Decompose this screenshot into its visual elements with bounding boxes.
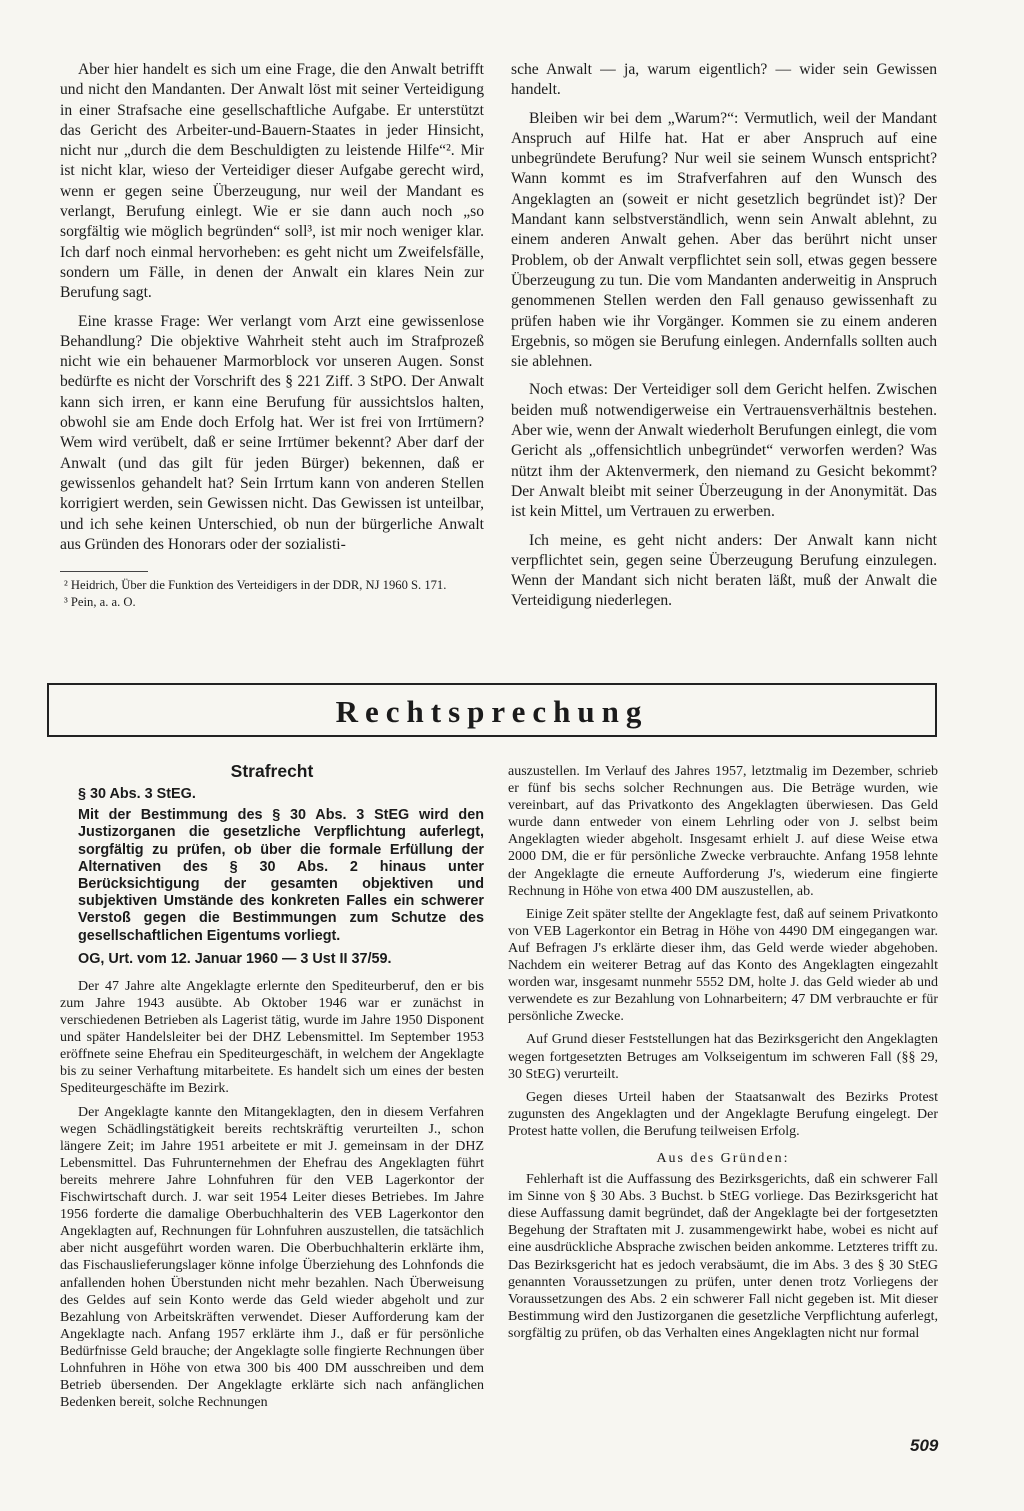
section-banner <box>47 683 937 737</box>
body-paragraph: sche Anwalt — ja, warum eigentlich? — wider sein Gewissen handelt. <box>511 61 937 99</box>
body-paragraph: Aber hier handelt es sich um eine Frage, die den Anwalt betrifft und nicht den Mandanten. Der Anwalt löst mit seiner Verteidigung in einer Strafsache eine gesellschaftliche Aufgabe. Er unterstützt das Gericht des Arbeiter-und-Bauern-Staates in jeder Hinsicht, nicht nur „durch die dem Beschuldigten zu leistende Hilfe“². Mir ist nicht klar, wieso der Verteidiger dieser Aufgabe gerecht wird, wenn er gegen seine Überzeugung, nur weil der Mandant es verlangt, Berufung einlegt. Wie er sie dann auch noch „so sorgfältig wie möglich begründen“ soll³, ist mir noch weniger klar. Ich darf noch einmal hervorheben: es geht nicht um Zweifelsfälle, sondern um Fälle, in denen der Anwalt ein klares Nein zur Berufung sagt. <box>60 61 484 302</box>
case-left-column <box>60 763 484 1417</box>
case-paragraph: Der Angeklagte kannte den Mitangeklagten, den in diesem Verfahren wegen Schädlingstätigkeit bereits rechtskräftig verurteilten J., schon längere Zeit; im Jahre 1951 arbeitete er mit J. gemeinsam in der DHZ Lebensmittel. Das Fuhrunternehmen der Ehefrau des Angeklagten führt bereits mehrere Jahre Lohnfuhren für den VEB Lagerkontor der Fischwirtschaft durch. J. war seit 1954 Leiter dieses Betriebes. Im Jahre 1956 forderte die damalige Oberbuchhalterin des VEB Lagerkontor den Angeklagten auf, Rechnungen für Lohnfuhren auszustellen, die tatsächlich aber nicht ausgeführt worden waren. Die Oberbuchhalterin erklärte ihm, das Fischauslieferungslager könne infolge Überziehung des Lohnfonds die anfallenden hohen Überstunden nicht mehr bezahlen. Nach Überweisung des Geldes auf sein Konto werde das Geld wieder abgeholt und zur Bezahlung von Arbeitskräften verwendet. Dieser Aufforderung kam der Angeklagte nach. Anfang 1957 erklärte ihm J., daß er für persönliche Bedürfnisse Geld brauche; der Angeklagte solle fingierte Rechnungen über Lohnfuhren in Höhe von etwa 300 bis 400 DM ausschreiben und dem Betrieb übersenden. Der Angeklagte erklärte sich nach anfänglichen Bedenken bereit, solche Rechnungen <box>60 1104 484 1411</box>
reasons-heading: Aus des Gründen: <box>656 1150 790 1166</box>
case-paragraph: Auf Grund dieser Feststellungen hat das Bezirksgericht den Angeklagten wegen fortgesetzten Betruges am Volkseigentum im schweren Fall (§§ 29, 30 StEG) verurteilt. <box>508 1032 938 1082</box>
body-paragraph: Bleiben wir bei dem „Warum?“: Vermutlich, weil der Mandant Anspruch auf Hilfe hat. Hat er aber Anspruch auf eine unbegründete Berufung? Nur weil sie seinem Wunsch entspricht? Wann kommt es im Strafverfahren auf den Wunsch des Angeklagten an (soweit er nicht gesetzlich begründet ist)? Der Mandant kann selbstverständlich, wenn sein Anwalt ablehnt, zu einem anderen Anwalt gehen. Aber das berührt nicht unser Problem, ob der Anwalt verpflichtet sein soll, etwas gegen bessere Überzeugung zu tun. Die vom Mandanten anderweitig in Anspruch genommenen Stellen werden den Fall genauso gewissenhaft zu prüfen haben wie ihr Vorgänger. Kommen sie zu einem anderen Ergebnis, so mögen sie Berufung einlegen. Andernfalls sollten auch sie ablehnen. <box>511 109 937 371</box>
page-number: 509 <box>910 1436 939 1455</box>
case-paragraph: Fehlerhaft ist die Auffassung des Bezirksgerichts, daß ein schwerer Fall im Sinne von § 30 Abs. 3 Buchst. b StEG vorliege. Das Bezirksgericht hat diese Auffassung damit begründet, daß der Angeklagte bei der fortgesetzten Begehung der Straftaten mit J. zusammengewirkt habe, wobei es nicht auf eine ausdrückliche Absprache zwischen beiden ankomme. Letzteres trifft zu. Das Bezirksgericht hat es jedoch verabsäumt, die im Abs. 3 des § 30 StEG genannten Voraussetzungen zu prüfen, unter denen trotz Vorliegens der Voraussetzungen des Abs. 2 ein schwerer Fall nicht gegeben ist. Mit dieser Bestimmung wird den Justizorganen die gesetzliche Verpflichtung auferlegt, sorgfältig zu prüfen, ob das Verhalten eines Angeklagten nicht nur formal <box>508 1172 938 1341</box>
body-paragraph: Noch etwas: Der Verteidiger soll dem Gericht helfen. Zwischen beiden muß notwendigerweise ein Vertrauensverhältnis bestehen. Aber wie, wenn der Anwalt wiederholt Berufungen einlegt, die vom Gericht als „offensichtlich unbegründet“ verworfen werden? Was nützt ihm der Aktenvermerk, den niemand zu Gesicht bekommt? Der Anwalt bleibt mit seiner Überzeugung in der Anonymität. Das ist kein Mittel, um Vertrauen zu erwerben. <box>511 381 937 521</box>
top-right-column <box>511 60 937 620</box>
body-paragraph: Eine krasse Frage: Wer verlangt vom Arzt eine gewissenlose Behandlung? Die objektive Wahrheit steht auch im Strafprozeß nicht wie ein behauener Marmorblock vor unseren Augen. Sonst bedürfte es nicht der Vorschrift des § 221 Ziff. 3 StPO. Der Anwalt kann sich irren, er kann eine Berufung für aussichtslos halten, obwohl sie am Ende doch Erfolg hat. Wer ist frei von Irrtümern? Wem wird verübelt, daß er seine Irrtümer bekennt? Aber darf der Anwalt (und das gilt für jeden Bürger) bekennen, daß er gewissenlos gehandelt hat? Sein Irrtum kann von anderen Stellen korrigiert werden, sein Gewissen nicht. Das Gewissen ist unteilbar, und ich sehe keinen Unterschied, ob nun der bürgerliche Anwalt aus Gründen des Honorars oder der sozialisti- <box>60 312 484 553</box>
case-right-column <box>508 763 938 1348</box>
footnote: ² Heidrich, Über die Funktion des Verteidigers in der DDR, NJ 1960 S. 171. <box>64 578 447 593</box>
footnotes <box>60 571 484 610</box>
case-paragraph: auszustellen. Im Verlauf des Jahres 1957, letztmalig im Dezember, schrieb er fünf bis sechs solcher Rechnungen aus. Die Beträge wurden, wie vereinbart, auf das Privatkonto des Angeklagten überwiesen. Das Geld wurde dann entweder von einem Lehrling oder von J. selbst beim Angeklagten wieder abgeholt. Insgesamt erhielt J. auf diese Weise etwa 2000 DM, die er für persönliche Zwecke verbrauchte. Anfang 1958 lehnte der Angeklagte die erneute Aufforderung J's, wiederum eine fingierte Rechnung in Höhe von etwa 400 DM auszustellen, ab. <box>508 764 938 899</box>
section-title: Rechtsprechung <box>335 694 649 729</box>
rubric-heading: Strafrecht <box>230 761 314 781</box>
body-paragraph: Ich meine, es geht nicht anders: Der Anwalt kann nicht verpflichtet sein, gegen seine Überzeugung Berufung einzulegen. Wenn der Mandant sich nicht beraten läßt, muß der Anwalt die Verteidigung niederlegen. <box>511 531 937 610</box>
paragraph-reference: § 30 Abs. 3 StEG. <box>78 786 196 803</box>
headnote: Mit der Bestimmung des § 30 Abs. 3 StEG wird den Justizorganen die gesetzliche Verpflichtung auferlegt, sorgfältig zu prüfen, ob über die formale Erfüllung der Alternativen des § 30 Abs. 2 hinaus unter Berücksichtigung der gesamten objektiven und subjektiven Umstände des konkreten Falles ein schwerer Verstoß gegen die Bestimmungen zum Schutze des gesellschaftlichen Eigentums vorliegt. <box>78 807 484 944</box>
footnote: ³ Pein, a. a. O. <box>64 595 136 610</box>
top-left-column <box>60 60 484 611</box>
case-paragraph: Einige Zeit später stellte der Angeklagte fest, daß auf seinem Privatkonto von VEB Lagerkontor ein Betrag in Höhe von 4490 DM eingegangen war. Auf Befragen J's erklärte dieser ihm, das Geld werde wieder abgehoben. Nachdem ein weiterer Betrag auf das Konto des Angeklagten eingezahlt worden war, insgesamt nunmehr 5552 DM, holte J. das Geld wieder ab und verwendete es zur Bezahlung von Lohnarbeitern; 47 DM verbrauchte er für persönliche Zwecke. <box>508 906 938 1025</box>
case-paragraph: Gegen dieses Urteil haben der Staatsanwalt des Bezirks Protest zugunsten des Angeklagten und der Angeklagte Berufung eingelegt. Der Protest hatte vollen, die Berufung teilweisen Erfolg. <box>508 1089 938 1139</box>
decision-reference: OG, Urt. vom 12. Januar 1960 — 3 Ust II 37/59. <box>78 950 392 967</box>
case-paragraph: Der 47 Jahre alte Angeklagte erlernte den Spediteurberuf, den er bis zum Jahre 1943 ausübte. Ab Oktober 1946 war er zunächst in verschiedenen Betrieben als Lagerist tätig, wurde im Jahre 1950 Disponent und später Handelsleiter bei der DHZ Lebensmittel. Im September 1953 eröffnete seine Ehefrau ein Speditеurgeschäft, in welchem der Angeklagte bis zu seiner Verhaftung mitarbeitete. Es handelt sich um eines der besten Spediteurgeschäfte im Bezirk. <box>60 978 484 1097</box>
